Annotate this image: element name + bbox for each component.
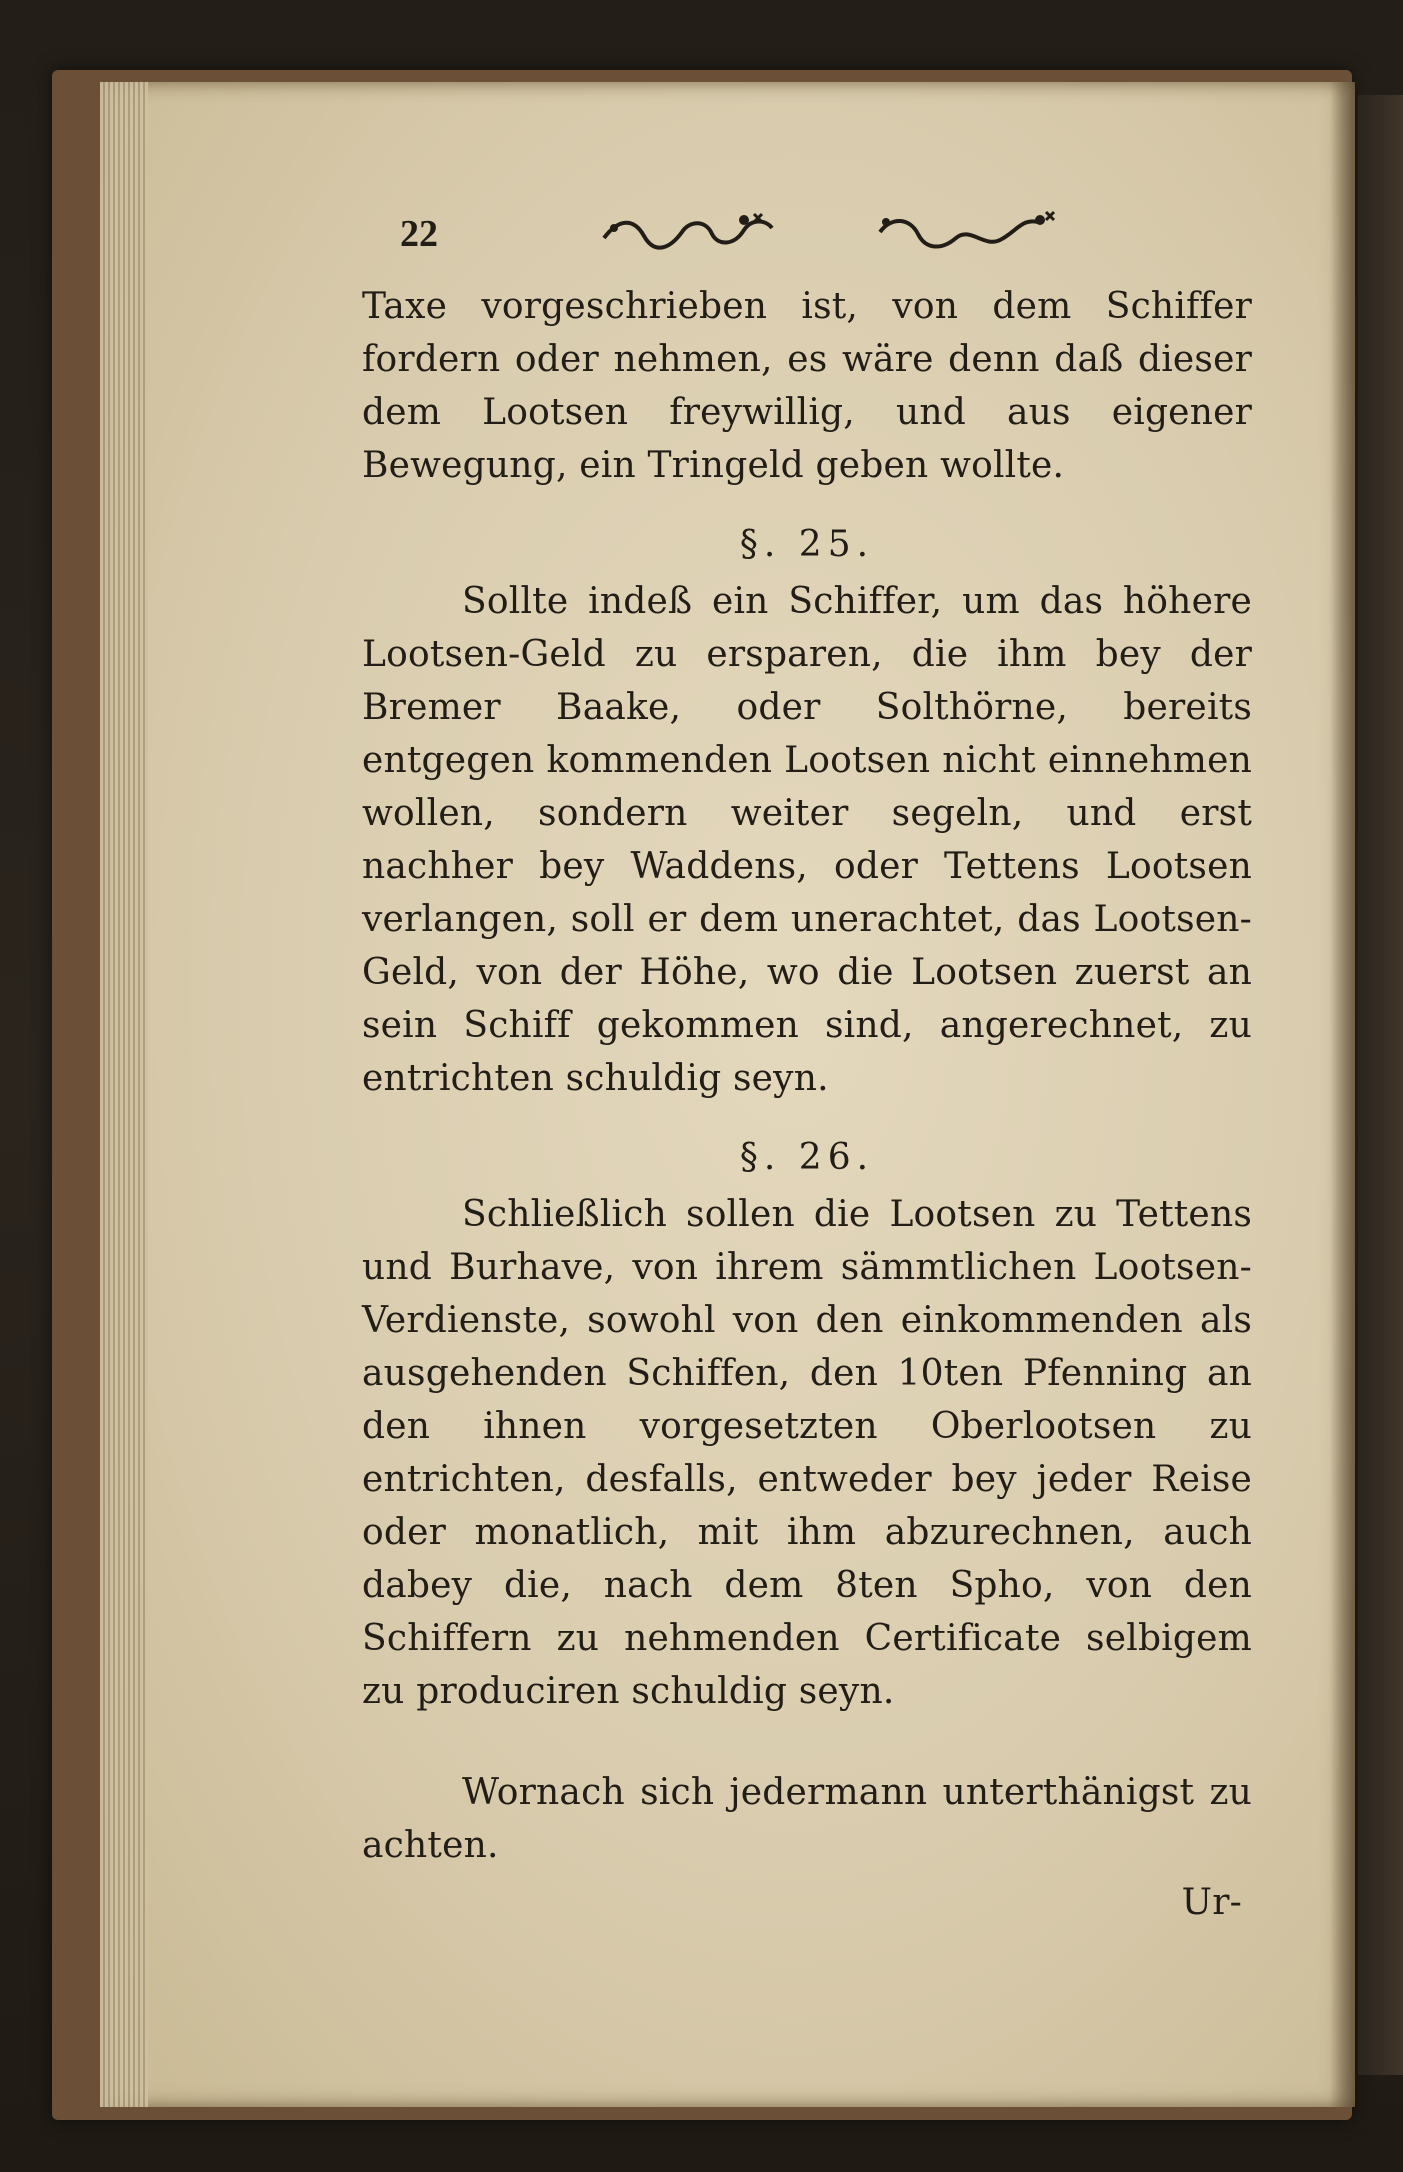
closing-sentence: Wornach sich jedermann unterthänigst zu achten. <box>362 1772 1252 1866</box>
section-heading-26: §. 26. <box>739 1137 875 1178</box>
binding-gutter <box>1330 82 1355 2107</box>
paragraph-section-26: Schließlich sollen die Lootsen zu Tettens und Burhave, von ihrem sämmtlichen Lootsen-Verdienste, sowohl von den einkommenden als ausgehenden Schiffen, den 10ten Pfenning an den ihnen vorgesetzten Oberlootsen zu entrichten, desfalls, entweder bey jeder Reise oder monatlich, mit ihm abzurechnen, auch dabey die, nach dem 8ten Spho, von den Schiffern zu nehmenden Certificate selbigem zu produciren schuldig seyn. <box>362 1194 1252 1712</box>
ornament-left-icon <box>594 208 784 258</box>
paragraph-section-25: Sollte indeß ein Schiffer, um das höhere Lootsen-Geld zu ersparen, die ihm bey der Bremer Baake, oder Solthörne, bereits entgegen kommenden Lootsen nicht einnehmen wollen, sondern weiter segeln, und erst nachher bey Waddens, oder Tettens Lootsen verlangen, soll er dem unerachtet, das Lootsen-Geld, von der Höhe, wo die Lootsen zuerst an sein Schiff gekommen sind, angerechnet, zu entrichten schuldig seyn. <box>362 581 1252 1099</box>
page-number: 22 <box>400 213 438 255</box>
page-header <box>362 200 1252 280</box>
ornament-right-icon <box>870 208 1060 258</box>
body-text <box>362 280 1252 1929</box>
page-stack-edges <box>100 82 148 2107</box>
section-heading-25: §. 25. <box>739 524 875 565</box>
catchword: Ur- <box>1181 1882 1242 1923</box>
paragraph-continued: Taxe vorgeschrieben ist, von dem Schiffer fordern oder nehmen, es wäre denn daß dieser dem Lootsen freywillig, und aus eigener Bewegung, ein Tringeld geben wollte. <box>362 286 1252 486</box>
facing-page-edge <box>1358 95 1403 2075</box>
page-content <box>362 200 1252 1929</box>
